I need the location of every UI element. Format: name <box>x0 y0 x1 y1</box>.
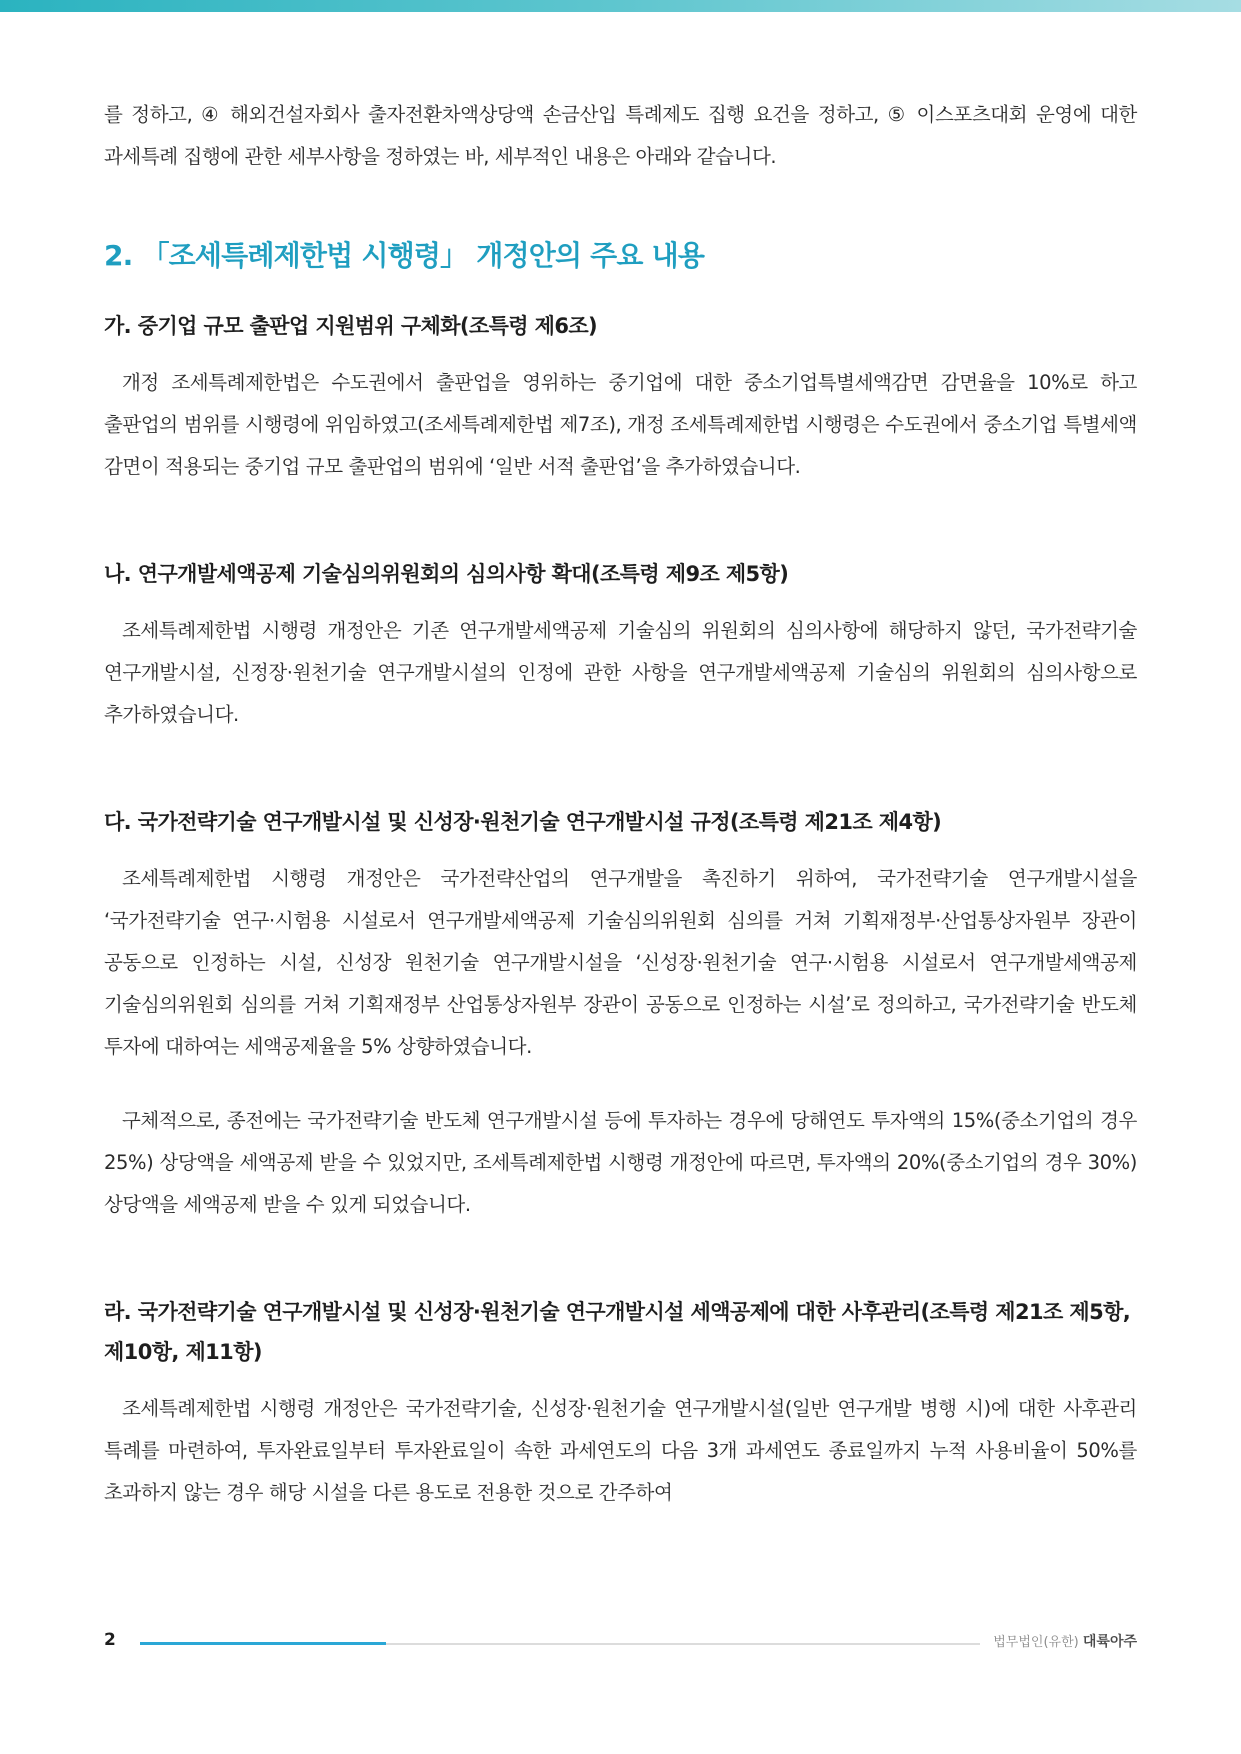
paragraph-ra-1: 조세특례제한법 시행령 개정안은 국가전략기술, 신성장·원천기술 연구개발시설(일반 연구개발 병행 시)에 대한 사후관리 특례를 마련하여, 투자완료일부터 투자완료일이 속한 과세연도의 다음 3개 과세연도 종료일까지 누적 사용비율이 50%를 초과하지 않는 경우 해당 시설을 다른 용도로 전용한 것으로 간주하여 <box>104 1397 1137 1504</box>
subsection-title-da: 다. 국가전략기술 연구개발시설 및 신성장·원천기술 연구개발시설 규정(조특령 제21조 제4항) <box>104 810 942 834</box>
document-body <box>104 94 1137 1514</box>
paragraph-da-2: 구체적으로, 종전에는 국가전략기술 반도체 연구개발시설 등에 투자하는 경우에 당해연도 투자액의 15%(중소기업의 경우 25%) 상당액을 세액공제 받을 수 있었지만, 조세특례제한법 시행령 개정안에 따르면, 투자액의 20%(중소기업의 경우 30%) 상당액을 세액공제 받을 수 있게 되었습니다. <box>104 1109 1137 1216</box>
subsection-title-na: 나. 연구개발세액공제 기술심의위원회의 심의사항 확대(조특령 제9조 제5항) <box>104 562 789 586</box>
top-accent-bar <box>0 0 1241 12</box>
page-footer <box>104 1630 1137 1660</box>
firm-prefix: 법무법인(유한) <box>993 1635 1079 1650</box>
firm-name <box>993 1631 1137 1651</box>
intro-paragraph: 를 정하고, ④ 해외건설자회사 출자전환차액상당액 손금산입 특례제도 집행 요건을 정하고, ⑤ 이스포츠대회 운영에 대한 과세특례 집행에 관한 세부사항을 정하였는 바, 세부적인 내용은 아래와 같습니다. <box>104 103 1137 168</box>
subsection-title-ra: 라. 국가전략기술 연구개발시설 및 신성장·원천기술 연구개발시설 세액공제에 대한 사후관리(조특령 제21조 제5항, 제10항, 제11항) <box>104 1300 1131 1364</box>
page-number: 2 <box>104 1630 116 1650</box>
paragraph-na-1: 조세특례제한법 시행령 개정안은 기존 연구개발세액공제 기술심의 위원회의 심의사항에 해당하지 않던, 국가전략기술 연구개발시설, 신정장·원천기술 연구개발시설의 인정에 관한 사항을 연구개발세액공제 기술심의 위원회의 심의사항으로 추가하였습니다. <box>104 619 1137 726</box>
paragraph-ga-1: 개정 조세특례제한법은 수도권에서 출판업을 영위하는 중기업에 대한 중소기업특별세액감면 감면율을 10%로 하고 출판업의 범위를 시행령에 위임하였고(조세특례제한법 제7조), 개정 조세특례제한법 시행령은 수도권에서 중소기업 특별세액 감면이 적용되는 중기업 규모 출판업의 범위에 ‘일반 서적 출판업’을 추가하였습니다. <box>104 371 1137 478</box>
footer-divider-accent <box>140 1642 386 1645</box>
section-title: 2. 「조세특례제한법 시행령」 개정안의 주요 내용 <box>104 239 705 272</box>
firm-brand: 대륙아주 <box>1082 1634 1137 1650</box>
subsection-title-ga: 가. 중기업 규모 출판업 지원범위 구체화(조특령 제6조) <box>104 314 598 338</box>
paragraph-da-1: 조세특례제한법 시행령 개정안은 국가전략산업의 연구개발을 촉진하기 위하여, 국가전략기술 연구개발시설을 ‘국가전략기술 연구·시험용 시설로서 연구개발세액공제 기술심의위원회 심의를 거쳐 기획재정부·산업통상자원부 장관이 공동으로 인정하는 시설, 신성장 원천기술 연구개발시설을 ‘신성장·원천기술 연구·시험용 시설로서 연구개발세액공제 기술심의위원회 심의를 거쳐 기획재정부 산업통상자원부 장관이 공동으로 인정하는 시설’로 정의하고, 국가전략기술 반도체 투자에 대하여는 세액공제율을 5% 상향하였습니다. <box>104 867 1137 1058</box>
